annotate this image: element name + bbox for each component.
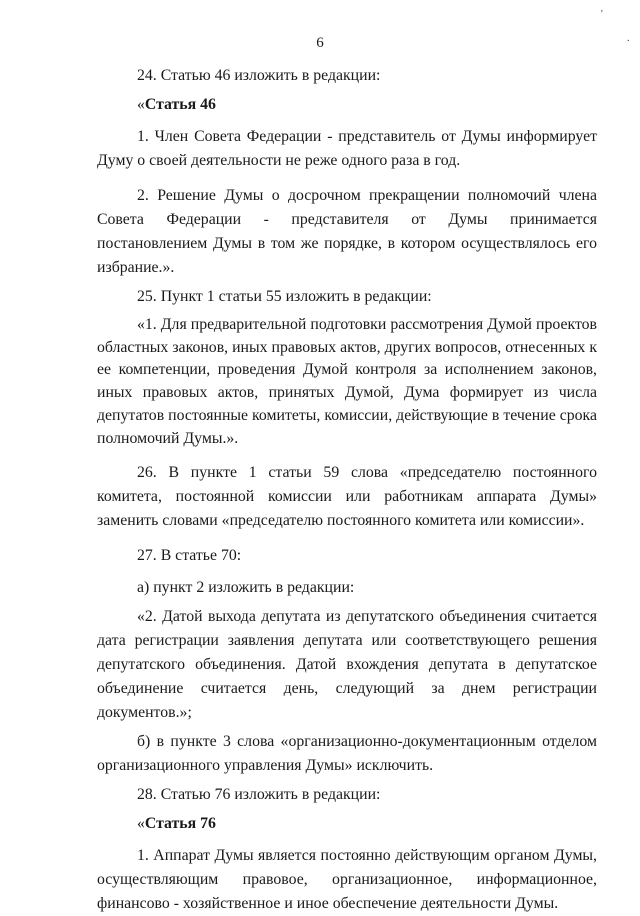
scan-mark: ': [601, 9, 603, 20]
article-paragraph: 2. Решение Думы о досрочном прекращении полномочий члена Совета Федерации - представителя от Думы принимается постановлением Думы в том же порядке, в котором осуществлялось его избрание.».: [97, 187, 597, 276]
paragraph-item-24: 24. Статью 46 изложить в редакции:: [137, 67, 381, 84]
sub-item-b: б) в пункте 3 слова «организационно-документационным отделом организационного управления Думы» исключить.: [97, 733, 597, 775]
article-paragraph: 1. Член Совета Федерации - представитель от Думы информирует Думу о своей деятельности не реже одного раза в год.: [97, 128, 597, 169]
article-heading-text: Статья 46: [144, 96, 216, 113]
document-body: [97, 64, 597, 916]
paragraph-item-28: 28. Статью 76 изложить в редакции:: [137, 786, 381, 804]
quote-open: «: [137, 96, 145, 113]
article-paragraph: «1. Для предварительной подготовки рассмотрения Думой проектов областных законов, иных правовых актов, других вопросов, отнесенных к ее компетенции, проведения Думой контроля за исполнением законов, иных правовых актов, принятых Думой, Дума формирует из числа депутатов постоянные комитеты, комиссии, действующие в течение срока полномочий Думы.».: [97, 316, 597, 447]
paragraph-item-26: 26. В пункте 1 статьи 59 слова «председателю постоянного комитета, постоянной комиссии или работникам аппарата Думы» заменить словами «председателю постоянного комитета или комиссии».: [97, 464, 597, 530]
paragraph-item-27: 27. В статье 70:: [137, 547, 242, 565]
quote-open: «: [137, 815, 145, 833]
article-heading: [97, 93, 597, 117]
sub-item-a: а) пункт 2 изложить в редакции:: [137, 579, 355, 597]
paragraph-item-25: 25. Пункт 1 статьи 55 изложить в редакции:: [137, 288, 432, 305]
article-paragraph: «2. Датой выхода депутата из депутатского объединения считается дата регистрации заявления депутата или соответствующего решения депутатского объединения. Датой вхождения депутата в депутатское объединение считается день, следующий за днем регистрации документов.»;: [97, 608, 597, 722]
article-heading: [97, 812, 597, 836]
page-number: 6: [316, 35, 324, 51]
scan-mark: .: [627, 33, 630, 44]
article-paragraph: 1. Аппарат Думы является постоянно действующим органом Думы, осуществляющим правовое, организационное, информационное, финансово - хозяйственное и иное обеспечение деятельности Думы.: [97, 847, 597, 913]
article-heading-text: Статья 76: [144, 815, 216, 833]
